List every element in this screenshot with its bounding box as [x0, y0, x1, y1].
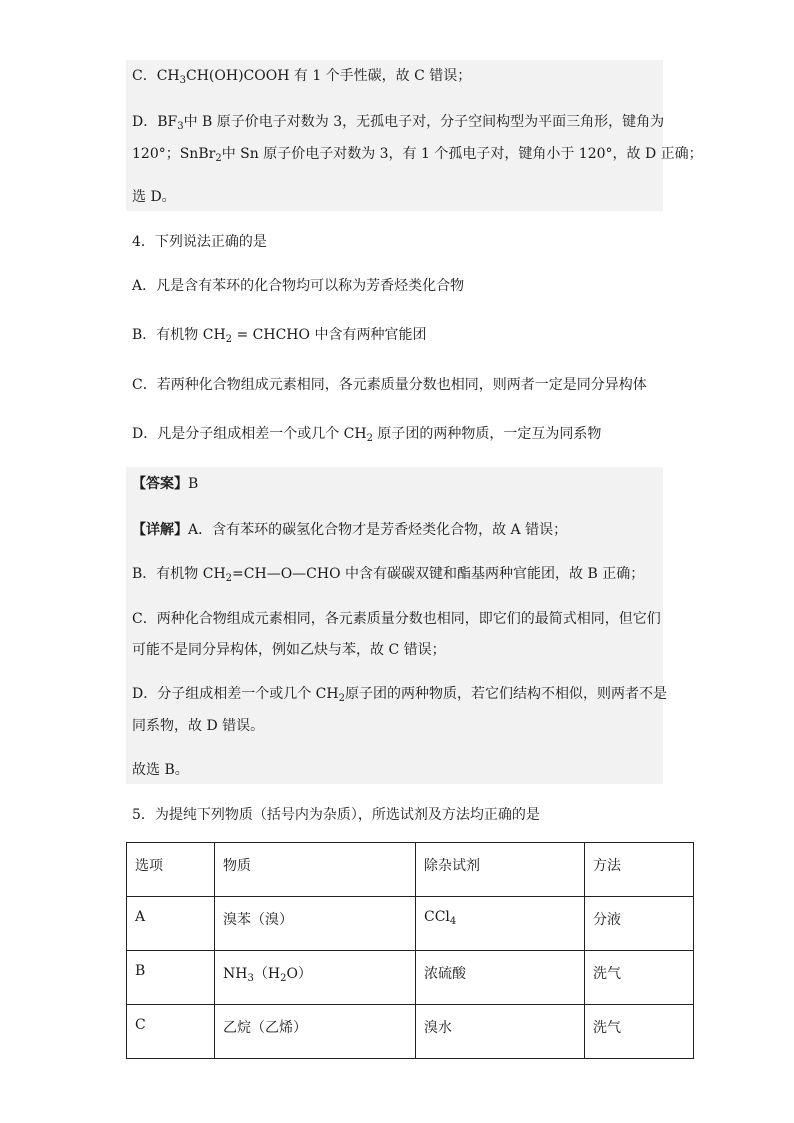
purification-table — [126, 842, 694, 1059]
cell-method: 洗气 — [585, 1005, 694, 1059]
choose-b: 故选 B。 — [132, 762, 189, 778]
question-5-stem: 5．为提纯下列物质（括号内为杂质），所选试剂及方法均正确的是 — [132, 807, 540, 823]
cell-option: B — [127, 951, 215, 1005]
cell-option: A — [127, 897, 215, 951]
table-row — [127, 897, 694, 951]
explanation-d-line2: 120°；SnBr$_2$中 Sn 原子价电子对数为 3，有 1 个孤电子对，键角小于 120°，故 D 正确； — [132, 146, 703, 164]
table-header-row — [127, 843, 694, 897]
detail-d-line1: D．分子组成相差一个或几个 $CH_2$原子团的两种物质，若它们结构不相似，则两者不是 — [132, 686, 667, 704]
cell-reagent: 溴水 — [416, 1005, 585, 1059]
table-row — [127, 951, 694, 1005]
choose-d: 选 D。 — [132, 189, 176, 205]
detail-tag: 【详解】 — [132, 522, 188, 538]
explanation-d-line1: D．$BF_3$中 B 原子价电子对数为 3，无孤电子对，分子空间构型为平面三角形，键角为 — [132, 114, 665, 132]
cell-reagent: CCl$_4$ — [416, 897, 585, 951]
header-substance: 物质 — [215, 843, 416, 897]
explanation-c: C．$CH_3CH(OH)COOH$ 有 1 个手性碳，故 C 错误； — [132, 68, 472, 86]
cell-substance: 溴苯（溴） — [215, 897, 416, 951]
detail-c-line1: C．两种化合物组成元素相同，各元素质量分数也相同，即它们的最简式相同，但它们 — [132, 611, 661, 627]
cell-option: C — [127, 1005, 215, 1059]
detail-d-line2: 同系物，故 D 错误。 — [132, 718, 265, 734]
answer-line: 【答案】B — [132, 476, 199, 492]
detail-c-line2: 可能不是同分异构体，例如乙炔与苯，故 C 错误； — [132, 642, 446, 658]
cell-method: 洗气 — [585, 951, 694, 1005]
cell-substance: $NH_3(H_2O)$ — [215, 951, 416, 1005]
cell-substance: 乙烷（乙烯） — [215, 1005, 416, 1059]
cell-method: 分液 — [585, 897, 694, 951]
answer-tag: 【答案】 — [132, 476, 188, 492]
question-4-option-b: B．有机物 $CH_2$ = CHCHO 中含有两种官能团 — [132, 327, 427, 345]
header-method: 方法 — [585, 843, 694, 897]
question-4-option-c: C．若两种化合物组成元素相同，各元素质量分数也相同，则两者一定是同分异构体 — [132, 377, 647, 393]
detail-a: 【详解】A．含有苯环的碳氢化合物才是芳香烃类化合物，故 A 错误； — [132, 522, 568, 538]
question-4-stem: 4．下列说法正确的是 — [132, 234, 267, 250]
cell-reagent: 浓硫酸 — [416, 951, 585, 1005]
header-option: 选项 — [127, 843, 215, 897]
header-reagent: 除杂试剂 — [416, 843, 585, 897]
table-row — [127, 1005, 694, 1059]
question-4-option-d: D．凡是分子组成相差一个或几个 $CH_2$ 原子团的两种物质，一定互为同系物 — [132, 426, 602, 444]
question-4-option-a: A．凡是含有苯环的化合物均可以称为芳香烃类化合物 — [132, 278, 465, 294]
detail-b: B．有机物 $CH_2=CH—O—CHO$ 中含有碳碳双键和酯基两种官能团，故 B 正确； — [132, 566, 645, 584]
